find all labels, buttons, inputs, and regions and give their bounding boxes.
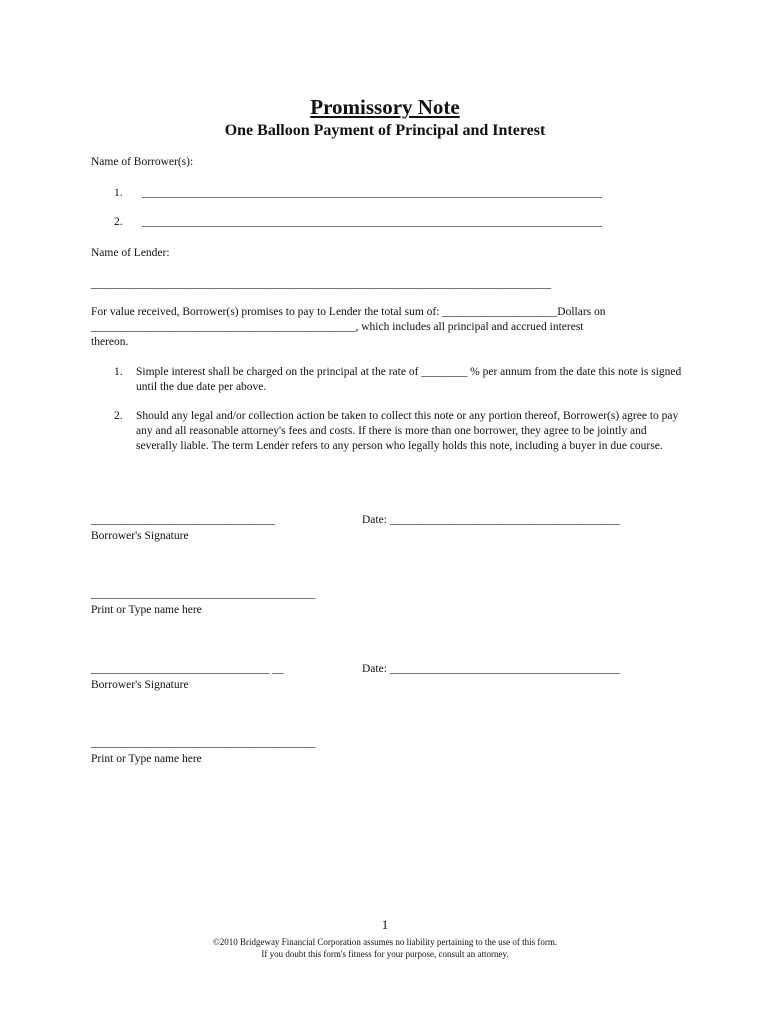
signature-date-field[interactable]: Date: ________________________________________ <box>362 514 620 526</box>
footer-disclaimer-line-1: ©2010 Bridgeway Financial Corporation assumes no liability pertaining to the use of this form. <box>212 937 558 947</box>
print-name-line[interactable]: _______________________________________ <box>91 588 316 600</box>
borrower-signature-label: Borrower's Signature <box>91 530 189 542</box>
document-subtitle: One Balloon Payment of Principal and Interest <box>224 122 546 139</box>
footer-disclaimer-line-2: If you doubt this form's fitness for your purpose, consult an attorney. <box>261 949 509 959</box>
term-number: 2. <box>114 410 123 422</box>
borrowers-label: Name of Borrower(s): <box>91 156 194 168</box>
lender-label: Name of Lender: <box>91 247 170 259</box>
borrower-name-line[interactable]: ________________________________________________________________________________ <box>142 216 602 228</box>
borrower-entry-2 <box>114 215 602 230</box>
term-number: 1. <box>114 366 123 378</box>
print-name-line[interactable]: _______________________________________ <box>91 737 316 749</box>
borrower-number: 2. <box>114 216 123 228</box>
lender-name-line[interactable]: ________________________________________________________________________________ <box>91 278 551 290</box>
term-collection-text: Should any legal and/or collection action be taken to collect this note or any portion thereof, Borrower(s) agree to pay any and all reasonable attorney's fees and costs. If there is more than one borrower, they agree to be jointly and severally liable. The term Lender refers to any person who legally holds this note, including a buyer in due course. <box>136 410 679 452</box>
page-number: 1 <box>381 917 389 932</box>
borrower-signature-line[interactable]: ________________________________ <box>91 514 275 526</box>
print-name-label: Print or Type name here <box>91 604 202 616</box>
print-name-label: Print or Type name here <box>91 753 202 765</box>
borrower-signature-line[interactable]: _______________________________ __ <box>91 663 284 675</box>
borrower-number: 1. <box>114 187 123 199</box>
payment-line-3: thereon. <box>91 336 129 348</box>
term-interest-text: Simple interest shall be charged on the principal at the rate of ________ % per annum from the date this note is signed until the due date per above. <box>136 366 682 393</box>
document-title: Promissory Note <box>310 95 460 119</box>
borrower-entry-1 <box>114 186 602 201</box>
borrower-name-line[interactable]: ________________________________________________________________________________ <box>142 187 602 199</box>
borrower-signature-label: Borrower's Signature <box>91 679 189 691</box>
payment-line-2: ______________________________________________, which includes all principal and accrued interest <box>91 321 584 333</box>
signature-date-field[interactable]: Date: ________________________________________ <box>362 663 620 675</box>
payment-line-1: For value received, Borrower(s) promises to pay to Lender the total sum of: ____________________Dollars on <box>91 306 606 318</box>
